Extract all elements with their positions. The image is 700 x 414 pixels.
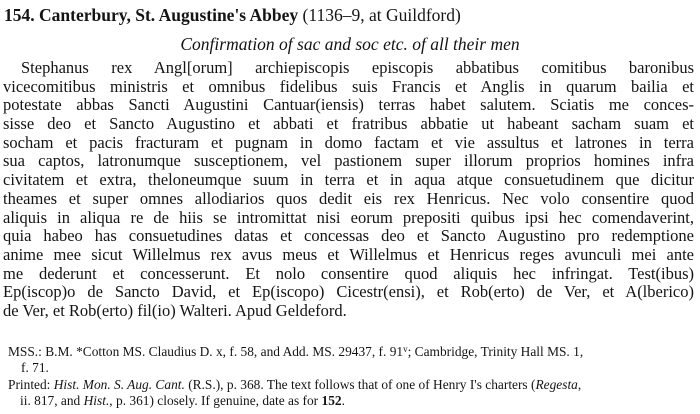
printed-text-comma: , bbox=[577, 376, 582, 392]
printed-cont-text-2: , p. 361) closely. If genuine, date as for bbox=[109, 393, 319, 409]
printed-note-continuation bbox=[8, 393, 696, 409]
text-line: vicecomitibus ministris et omnibus fidelibus suis Francis et Anglis in quarum bailia et bbox=[3, 76, 694, 96]
text-line: potestate abbas Sancti Augustini Cantuar(iensis) terras habet salutem. Sciatis me conces- bbox=[3, 95, 694, 115]
printed-label: Printed: bbox=[8, 376, 51, 392]
charter-date: (1136–9, at Guildford) bbox=[302, 5, 461, 25]
printed-hist: Hist. bbox=[83, 393, 110, 409]
printed-end: . bbox=[341, 393, 345, 409]
text-line: sua captos, latronumque susceptionem, vel pastionem super illorum proprios homines infra bbox=[3, 151, 694, 171]
apparatus-notes bbox=[8, 344, 696, 410]
charter-number: 154. bbox=[4, 5, 35, 25]
printed-text: (R.S.), p. 368. The text follows that of one of Henry I's charters ( bbox=[188, 376, 536, 392]
charter-text bbox=[3, 59, 694, 321]
text-line: civitatem et extra, theloneumque suum in terra et in aqua atque consuetudinem que dicitur bbox=[3, 170, 694, 190]
text-line: Stephanus rex Angl[orum] archiepiscopis episcopis abbatibus comitibus baronibus bbox=[21, 58, 694, 77]
text-line: theames et super omnes allodiarios quos dedit eis rex Henricus. Nec volo consentire quod bbox=[3, 188, 694, 208]
text-line: anime mee sicut Willelmus rex avus meus et Willelmus et Henricus reges avunculi mei ante bbox=[3, 244, 694, 264]
charter-subtitle: Confirmation of sac and soc etc. of all their men bbox=[180, 34, 520, 54]
mss-label: MSS.: bbox=[8, 344, 42, 359]
text-line: de Ver, et Rob(erto) fil(io) Walteri. Apud Geldeford. bbox=[3, 300, 347, 320]
mss-note-continuation: f. 71. bbox=[21, 360, 49, 376]
mss-note bbox=[8, 344, 696, 360]
text-line: socham et pacis fracturam et pugnam in domo factam et vie assultus et latrones in terra bbox=[3, 132, 694, 152]
printed-source-title: Hist. Mon. S. Aug. Cant. bbox=[53, 376, 185, 392]
text-line: sisse deo et Sancto Augustino et abbati et fratribus abbatie ut habeant sacham suam et bbox=[3, 114, 694, 134]
printed-cont-text: ii. 817, and bbox=[20, 393, 81, 409]
mss-text: B.M. *Cotton MS. Claudius D. x, f. 58, and Add. MS. 29437, f. 91 bbox=[45, 344, 404, 359]
text-line: me dederunt et concesserunt. Et nolo consentire quod aliquis hec infringat. Test(ibus) bbox=[3, 263, 694, 283]
cross-reference: 152 bbox=[321, 393, 342, 409]
charter-place: Canterbury, St. Augustine's Abbey bbox=[39, 5, 299, 25]
printed-note bbox=[8, 377, 696, 393]
mss-superscript: v bbox=[403, 344, 408, 354]
printed-regesta: Regesta bbox=[535, 376, 578, 392]
text-line: aliquis in aliqua re de hiis se intromittat nisi eorum prepositi quibus ipsi hec comendaverint, bbox=[3, 207, 694, 227]
charter-heading bbox=[4, 4, 461, 26]
text-line: Ep(iscop)o de Sancto David, et Ep(iscopo) Cicestr(ensi), et Rob(erto) de Ver, et A(lberico) bbox=[3, 282, 694, 302]
mss-text-continued: ; Cambridge, Trinity Hall MS. 1, bbox=[407, 344, 584, 359]
text-line: quia habeo has consuetudines datas et concessas deo et Sancto Augustino pro redemptione bbox=[3, 226, 694, 246]
